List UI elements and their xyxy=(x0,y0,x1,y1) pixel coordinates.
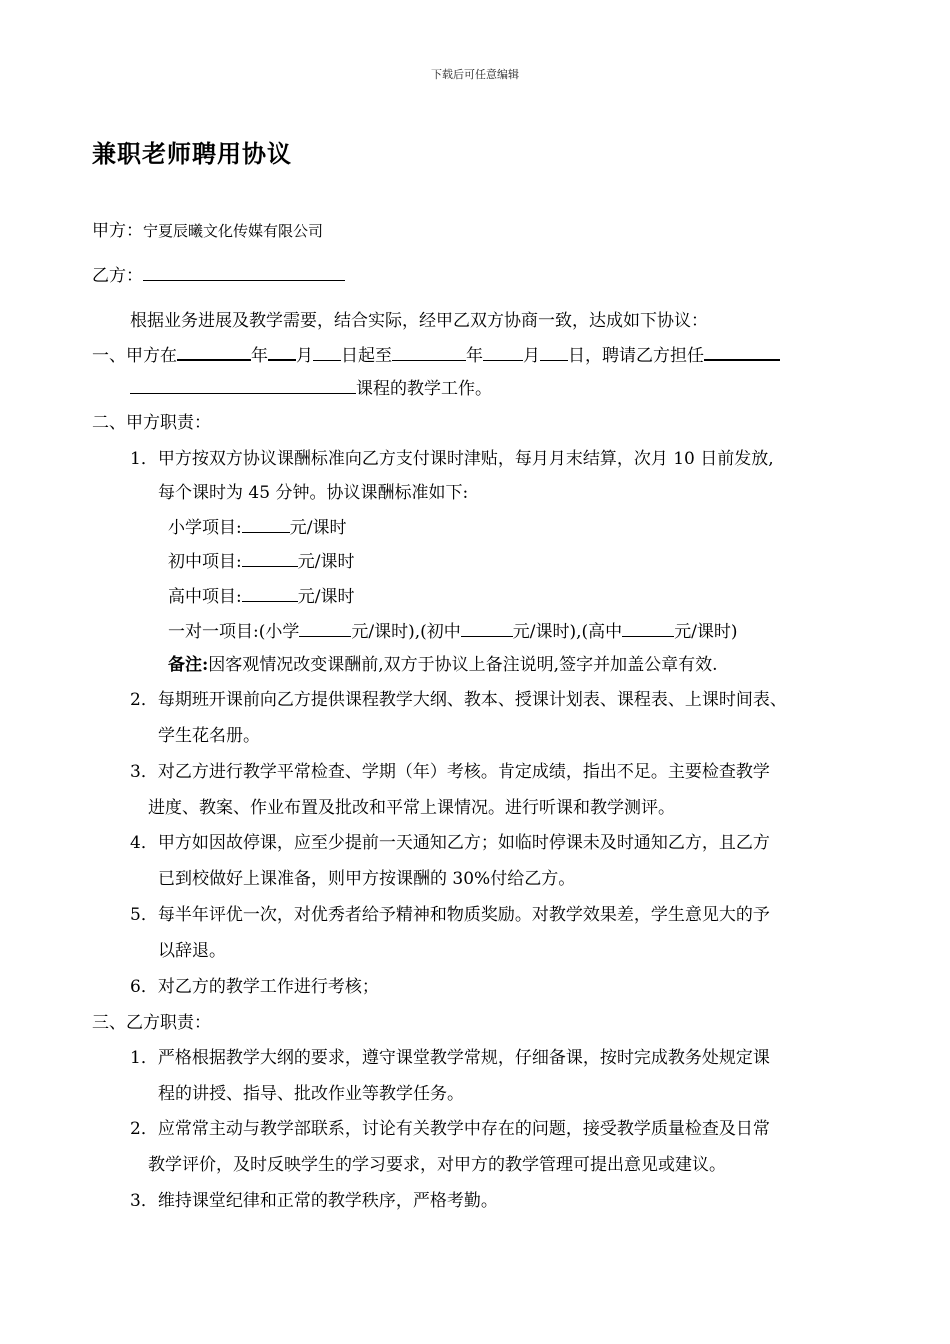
rate-senior-blank[interactable] xyxy=(242,585,298,602)
s3-item2-line2: 教学评价，及时反映学生的学习要求，对甲方的教学管理可提出意见或建议。 xyxy=(148,1155,726,1175)
one-on-one-primary-blank[interactable] xyxy=(299,620,351,637)
month-label: 月 xyxy=(523,346,540,366)
one-on-one-mid1: 元/课时),(初中 xyxy=(351,622,461,642)
s2-item1-line2: 每个课时为 45 分钟。协议课酬标准如下: xyxy=(158,483,469,503)
rate-junior-label: 初中项目: xyxy=(168,552,242,572)
start-month-blank[interactable] xyxy=(268,343,296,361)
remark-line xyxy=(168,654,718,676)
day-label: 日起至 xyxy=(341,346,392,366)
day-hire-label: 日，聘请乙方担任 xyxy=(568,346,704,366)
rate-unit: 元/课时 xyxy=(297,587,355,607)
section1-line2 xyxy=(130,377,492,400)
s3-item1-line2: 程的讲授、指导、批改作业等教学任务。 xyxy=(158,1084,464,1104)
party-b-label: 乙方： xyxy=(92,266,143,286)
s2-item2-line2: 学生花名册。 xyxy=(158,726,260,746)
one-on-one-prefix: 一对一项目:(小学 xyxy=(168,622,300,642)
end-day-blank[interactable] xyxy=(540,344,568,361)
one-on-one-senior-blank[interactable] xyxy=(622,620,674,637)
s2-item1-line1: 1．甲方按双方协议课酬标准向乙方支付课时津贴，每月月末结算，次月 10 日前发放, xyxy=(130,449,774,469)
end-year-blank[interactable] xyxy=(392,344,466,361)
end-month-blank[interactable] xyxy=(483,344,523,361)
remark-text: 因客观情况改变课酬前,双方于协议上备注说明,签字并加盖公章有效. xyxy=(208,655,718,675)
section2-heading: 二、甲方职责： xyxy=(92,413,211,433)
s3-item1-line1: 1．严格根据教学大纲的要求，遵守课堂教学常规，仔细备课，按时完成教务处规定课 xyxy=(130,1048,770,1068)
s2-item5-line2: 以辞退。 xyxy=(158,941,226,961)
year-label: 年 xyxy=(251,346,268,366)
rate-primary-label: 小学项目: xyxy=(168,518,242,538)
document-title: 兼职老师聘用协议 xyxy=(92,140,292,168)
s2-item4-line2: 已到校做好上课准备，则甲方按课酬的 30%付给乙方。 xyxy=(158,869,576,889)
remark-label: 备注: xyxy=(168,655,209,675)
month-label: 月 xyxy=(296,346,313,366)
rate-senior xyxy=(168,585,354,608)
rate-junior-blank[interactable] xyxy=(242,550,298,567)
s2-item6-line1: 6．对乙方的教学工作进行考核； xyxy=(130,977,379,997)
s2-item3-line2: 进度、教案、作业布置及批改和平常上课情况。进行听课和教学测评。 xyxy=(148,798,675,818)
one-on-one-junior-blank[interactable] xyxy=(461,620,513,637)
party-a-line xyxy=(92,220,323,242)
one-on-one-end: 元/课时) xyxy=(674,622,738,642)
course-blank-part2[interactable] xyxy=(130,377,356,394)
section1-line2-text: 课程的教学工作。 xyxy=(356,379,492,399)
course-blank-part1[interactable] xyxy=(704,343,780,361)
party-b-blank[interactable] xyxy=(143,264,345,281)
party-b-line xyxy=(92,264,345,287)
start-year-blank[interactable] xyxy=(177,343,251,361)
section1-prefix: 一、甲方在 xyxy=(92,346,177,366)
s2-item4-line1: 4．甲方如因故停课，应至少提前一天通知乙方；如临时停课未及时通知乙方，且乙方 xyxy=(130,833,770,853)
party-a-label: 甲方： xyxy=(92,221,143,241)
section1-line1 xyxy=(92,343,780,367)
party-a-name: 宁夏辰曦文化传媒有限公司 xyxy=(143,222,324,240)
rate-one-on-one xyxy=(168,620,738,643)
section3-heading: 三、乙方职责： xyxy=(92,1013,211,1033)
s2-item3-line1: 3．对乙方进行教学平常检查、学期（年）考核。肯定成绩，指出不足。主要检查教学 xyxy=(130,762,770,782)
year-label: 年 xyxy=(466,346,483,366)
s3-item2-line1: 2．应常常主动与教学部联系，讨论有关教学中存在的问题，接受教学质量检查及日常 xyxy=(130,1119,770,1139)
rate-primary xyxy=(168,516,346,539)
rate-junior xyxy=(168,550,354,573)
rate-primary-blank[interactable] xyxy=(242,516,290,533)
s2-item2-line1: 2．每期班开课前向乙方提供课程教学大纲、教本、授课计划表、课程表、上课时间表、 xyxy=(130,690,787,710)
rate-unit: 元/课时 xyxy=(289,518,347,538)
rate-senior-label: 高中项目: xyxy=(168,587,242,607)
preamble: 根据业务进展及教学需要，结合实际，经甲乙双方协商一致，达成如下协议： xyxy=(130,311,708,331)
page-header-note: 下载后可任意编辑 xyxy=(431,68,519,81)
s3-item3-line1: 3．维持课堂纪律和正常的教学秩序，严格考勤。 xyxy=(130,1191,498,1211)
s2-item5-line1: 5．每半年评优一次，对优秀者给予精神和物质奖励。对教学效果差，学生意见大的予 xyxy=(130,905,770,925)
one-on-one-mid2: 元/课时),(高中 xyxy=(512,622,623,642)
start-day-blank[interactable] xyxy=(313,344,341,361)
rate-unit: 元/课时 xyxy=(297,552,355,572)
